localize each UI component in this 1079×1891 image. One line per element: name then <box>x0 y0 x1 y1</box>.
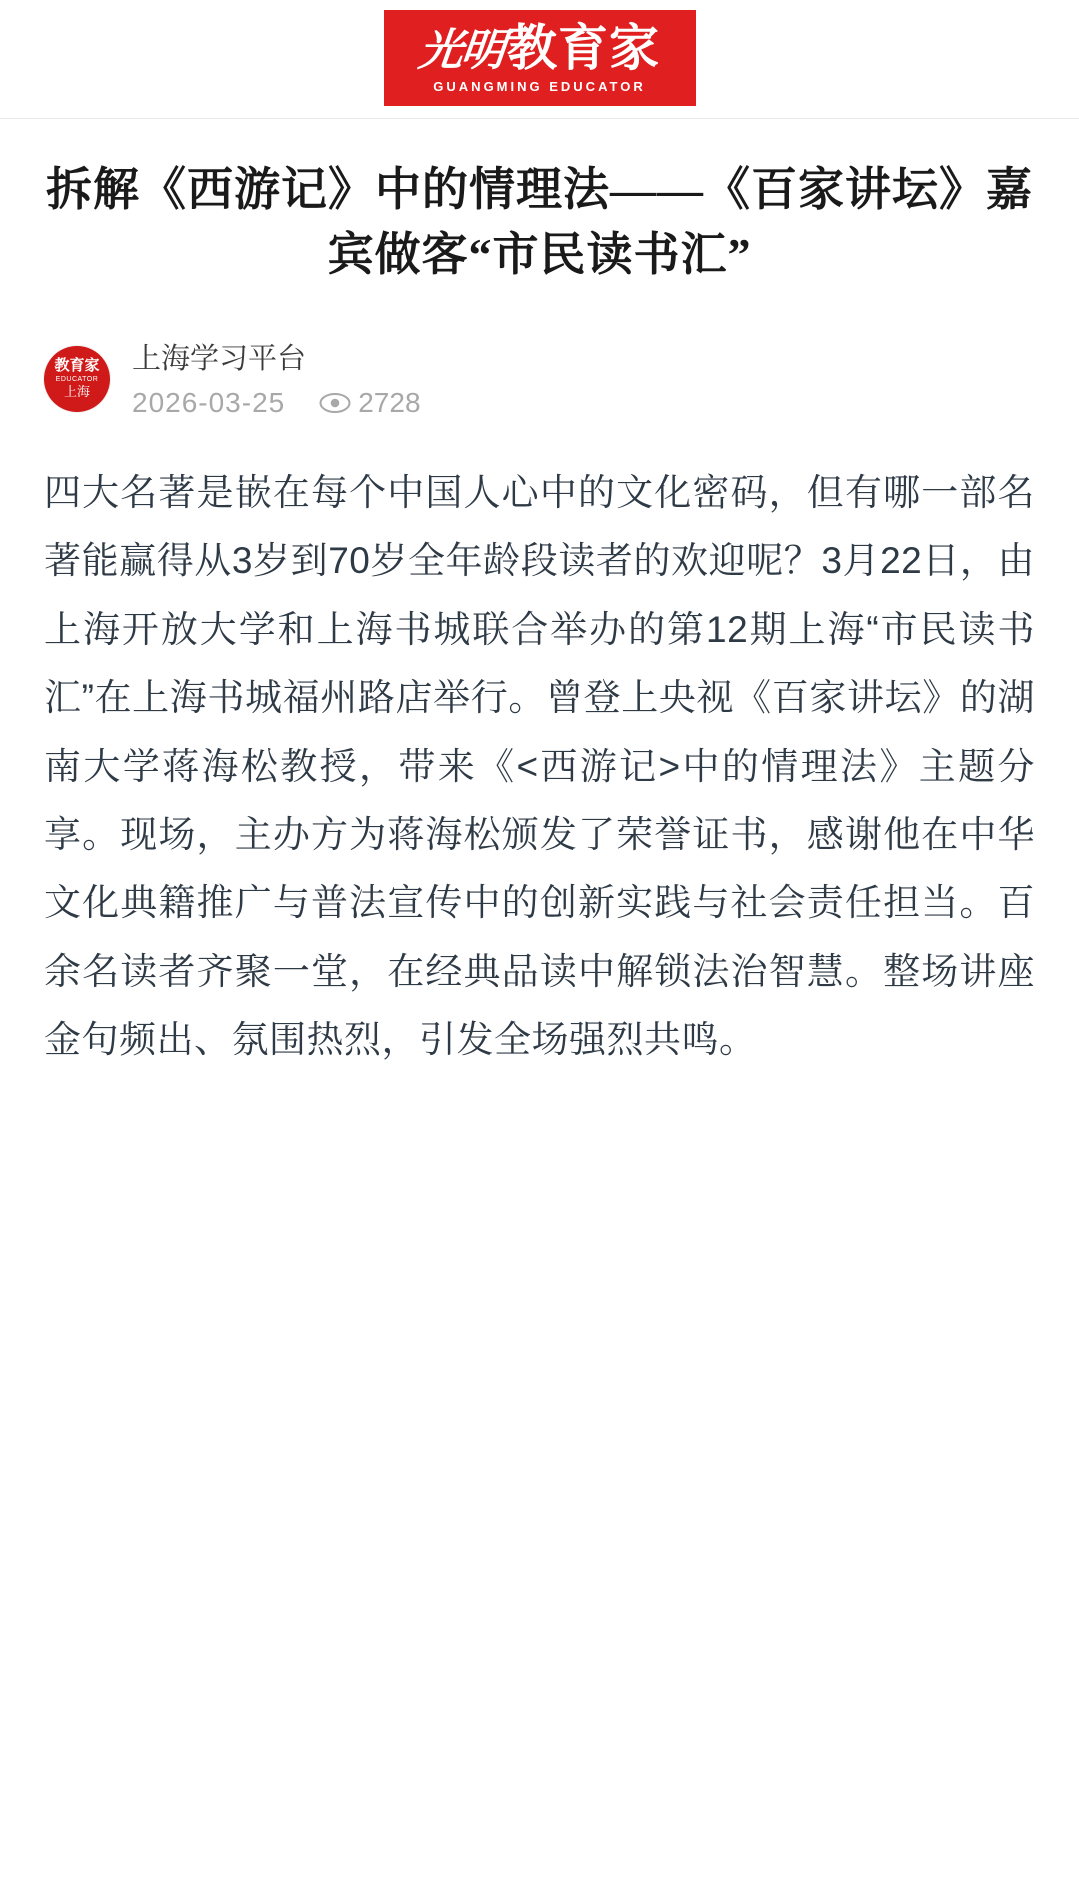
article-paragraph: 四大名著是嵌在每个中国人心中的文化密码，但有哪一部名著能赢得从3岁到70岁全年龄段读者的欢迎呢？3月22日，由上海开放大学和上海书城联合举办的第12期上海“市民读书汇”在上海书城福州路店举行。曾登上央视《百家讲坛》的湖南大学蒋海松教授，带来《<西游记>中的情理法》主题分享。现场，主办方为蒋海松颁发了荣誉证书，感谢他在中华文化典籍推广与普法宣传中的创新实践与社会责任担当。百余名读者齐聚一堂，在经典品读中解锁法治智慧。整场讲座金句频出、氛围热烈，引发全场强烈共鸣。 <box>44 471 1035 1061</box>
site-masthead <box>0 0 1079 119</box>
eye-icon <box>319 392 351 414</box>
byline-text <box>132 340 421 419</box>
byline-meta <box>132 387 421 419</box>
page-title: 拆解《西游记》中的情理法——《百家讲坛》嘉宾做客“市民读书汇” <box>46 164 1033 281</box>
logo-subtitle: GUANGMING EDUCATOR <box>433 78 646 94</box>
avatar-line-1: 教育家 <box>54 358 100 375</box>
view-count <box>319 387 420 419</box>
guangming-educator-logo[interactable] <box>384 10 696 106</box>
source-name[interactable]: 上海学习平台 <box>132 342 307 375</box>
logo-wordmark <box>416 19 660 76</box>
article-container <box>0 157 1079 1095</box>
logo-cursive-text: 光明 <box>416 25 506 75</box>
avatar-line-3: 上海 <box>63 383 90 399</box>
byline <box>44 340 1035 419</box>
view-count-value: 2728 <box>358 386 421 418</box>
publish-date: 2026-03-25 <box>132 386 286 418</box>
avatar-line-2: EDUCATOR <box>55 376 99 384</box>
logo-bold-text: 教育家 <box>507 19 660 76</box>
article-body <box>44 459 1035 1095</box>
avatar[interactable] <box>44 346 110 412</box>
